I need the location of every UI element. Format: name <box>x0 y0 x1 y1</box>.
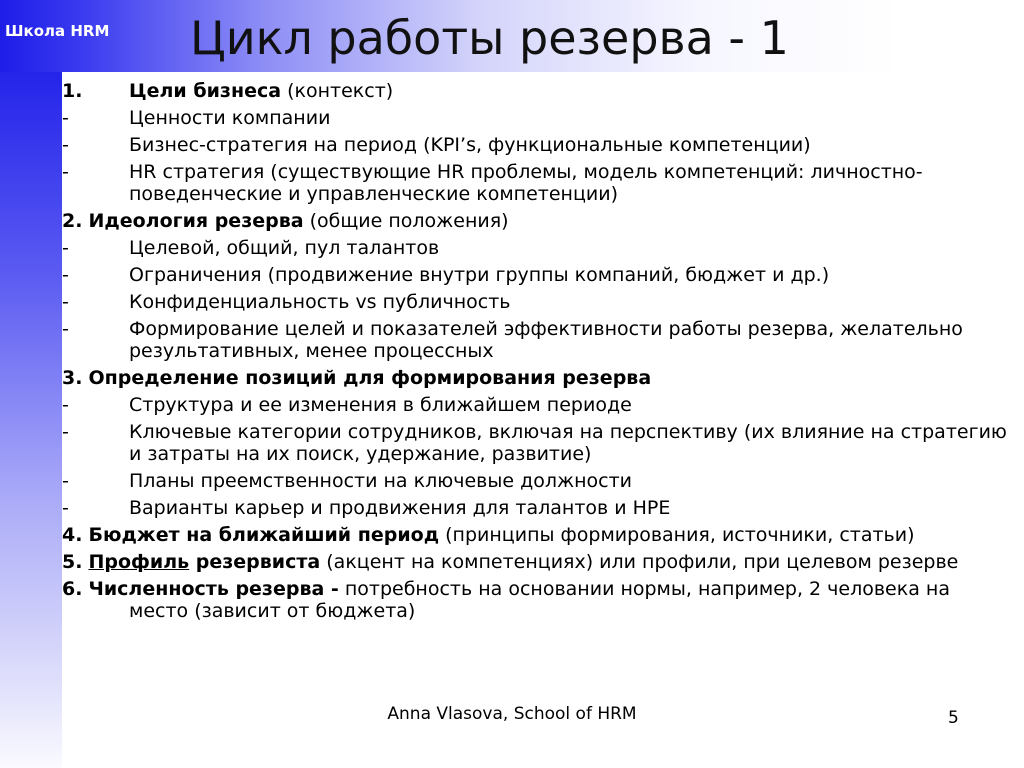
section-note: (принципы формирования, источники, статьи) <box>439 524 915 546</box>
dash-marker: - <box>62 134 69 156</box>
section-6 <box>62 578 1012 622</box>
list-item <box>62 134 1012 156</box>
list-item-text: Конфиденциальность vs публичность <box>129 291 511 313</box>
section-title: Определение позиций для формирования резерва <box>88 367 652 389</box>
section-title: Идеология резерва <box>88 210 304 232</box>
section-number: 2. <box>62 210 83 232</box>
dash-marker: - <box>62 237 69 259</box>
dash-marker: - <box>62 470 69 492</box>
list-item <box>62 161 1012 205</box>
list-item-text: Варианты карьер и продвижения для талантов и HPE <box>129 497 671 519</box>
dash-marker: - <box>62 318 69 340</box>
section-number: 6. <box>62 578 83 600</box>
section-3-heading <box>62 367 1012 389</box>
section-2-heading <box>62 210 1012 232</box>
school-logo: Школа HRM <box>5 22 110 40</box>
list-item <box>62 470 1012 492</box>
list-item <box>62 237 1012 259</box>
dash-marker: - <box>62 497 69 519</box>
list-item-text: Ключевые категории сотрудников, включая на перспективу (их влияние на стратегию и затраты на их поиск, удержание, развитие) <box>129 421 1007 465</box>
list-item-text: Планы преемственности на ключевые должности <box>129 470 632 492</box>
section-title: резервиста <box>189 551 321 573</box>
list-item <box>62 291 1012 313</box>
section-number: 4. <box>62 524 83 546</box>
list-item <box>62 394 1012 416</box>
section-title-underlined: Профиль <box>88 551 190 573</box>
dash-marker: - <box>62 264 69 286</box>
section-number: 3. <box>62 367 83 389</box>
dash-marker: - <box>62 161 69 183</box>
section-note: (акцент на компетенциях) или профили, при целевом резерве <box>320 551 959 573</box>
slide-title: Цикл работы резерва - 1 <box>190 11 789 65</box>
side-band <box>0 72 62 768</box>
dash-marker: - <box>62 107 69 129</box>
section-title: Численность резерва - <box>88 578 339 600</box>
section-number: 1. <box>62 80 83 102</box>
section-1-heading <box>62 80 1012 102</box>
list-item-text: HR стратегия (существующие HR проблемы, модель компетенций: личностно-поведенческие и управленческие компетенции) <box>129 161 923 205</box>
section-4 <box>62 524 1012 546</box>
dash-marker: - <box>62 421 69 443</box>
section-note: (общие положения) <box>303 210 509 232</box>
list-item-text: Бизнес-стратегия на период (KPI’s, функциональные компетенции) <box>129 134 811 156</box>
list-item-text: Целевой, общий, пул талантов <box>129 237 440 259</box>
footer-author: Anna Vlasova, School of HRM <box>387 704 637 724</box>
section-title: Бюджет на ближайший период <box>88 524 440 546</box>
list-item-text: Ограничения (продвижение внутри группы компаний, бюджет и др.) <box>129 264 830 286</box>
list-item-text: Формирование целей и показателей эффективности работы резерва, желательно результативных, менее процессных <box>129 318 963 362</box>
page-number: 5 <box>948 708 959 728</box>
list-item <box>62 107 1012 129</box>
slide-content <box>62 80 1012 627</box>
list-item-text: Ценности компании <box>129 107 331 129</box>
list-item <box>62 497 1012 519</box>
list-item <box>62 421 1012 465</box>
section-note: (контекст) <box>281 80 394 102</box>
list-item-text: Структура и ее изменения в ближайшем периоде <box>129 394 632 416</box>
list-item <box>62 318 1012 362</box>
list-item <box>62 264 1012 286</box>
section-note: потребность на основании нормы, например, 2 человека на место (зависит от бюджета) <box>129 578 950 622</box>
dash-marker: - <box>62 291 69 313</box>
section-title: Цели бизнеса <box>129 80 282 102</box>
dash-marker: - <box>62 394 69 416</box>
section-number: 5. <box>62 551 83 573</box>
section-5 <box>62 551 1012 573</box>
